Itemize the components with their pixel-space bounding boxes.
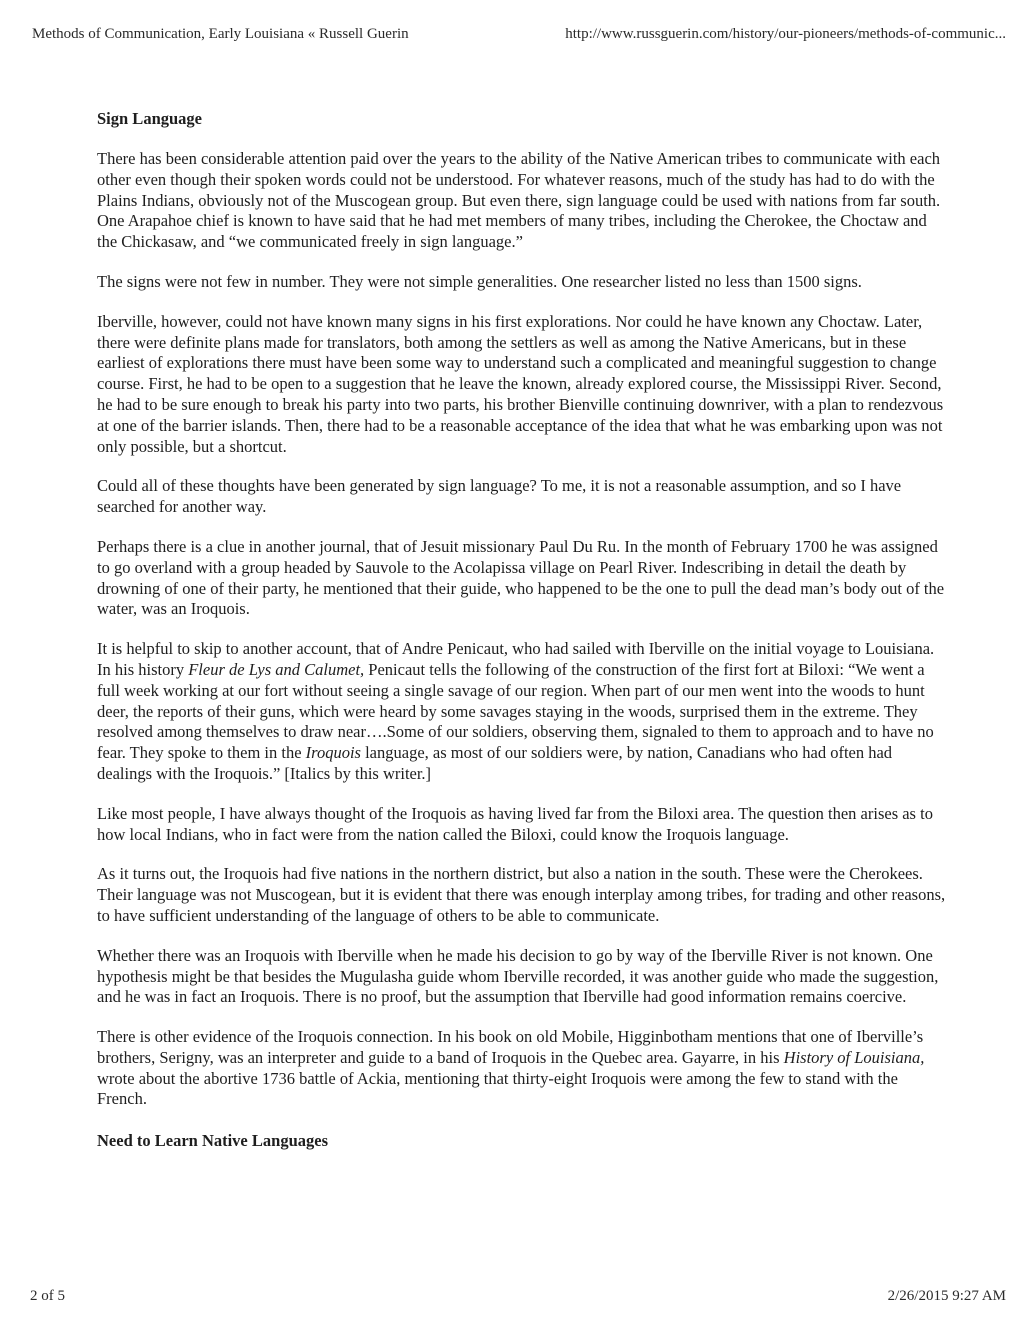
- page-header-title: Methods of Communication, Early Louisiana « Russell Guerin: [32, 26, 409, 42]
- paragraph: [97, 1027, 949, 1110]
- text-run: Penicaut tells the following of the construction of the first fort at Biloxi: “We went a full week working at our fort without seeing a single savage of our region. When part of our men went into the woods to hunt deer, the reports of their guns, which were heard by some savages staying in the woods, surprised them in the extreme. They resolved among themselves to draw near….Some of our soldiers, observing them, signaled to them to approach and to have no fear. They spoke to them in the: [97, 659, 934, 763]
- italic-title-fleur-de-lys: Fleur de Lys and Calumet,: [188, 659, 365, 679]
- section-heading-sign-language: Sign Language: [97, 109, 202, 128]
- paragraph: Iberville, however, could not have known many signs in his first explorations. Nor could he have known any Choctaw. Later, there were definite plans made for translators, both among the settlers as well as among the Native Americans, but in these earliest of explorations there must have been some way to understand such a complicated and meaningful suggestion to change course. First, he had to be open to a suggestion that he leave the known, already explored course, the Mississippi River. Second, he had to be sure enough to break his party into two parts, his brother Bienville continuing downriver, with a plan to rendezvous at one of the barrier islands. Then, there had to be a reasonable acceptance of the idea that what he was embarking upon was not only possible, but a shortcut.: [97, 311, 944, 456]
- page-number: 2 of 5: [30, 1288, 65, 1304]
- text-run: It is helpful to skip to another account, that of Andre Penicaut, who had sailed with Iberville on the initial voyage to Louisiana. In his history: [97, 639, 935, 679]
- paragraph: There has been considerable attention paid over the years to the ability of the Native American tribes to communicate with each other even though their spoken words could not be understood. For whatever reasons, much of the study has had to do with the Plains Indians, obviously not of the Muscogean group. But even there, sign language could be used with nations from far south. One Arapahoe chief is known to have said that he had met members of many tribes, including the Cherokee, the Choctaw and the Chickasaw, and “we communicated freely in sign language.”: [97, 149, 941, 252]
- article-body: [97, 108, 949, 1171]
- text-run: language, as most of our soldiers were, by nation, Canadians who had often had dealings with the Iroquois.” [Italics by this writer.]: [97, 743, 893, 783]
- paragraph: Like most people, I have always thought of the Iroquois as having lived far from the Biloxi area. The question then arises as to how local Indians, who in fact were from the nation called the Biloxi, could know the Iroquois language.: [97, 803, 933, 844]
- italic-title-history-of-louisiana: History of Louisiana,: [783, 1047, 925, 1067]
- section-heading-native-languages: Need to Learn Native Languages: [97, 1131, 328, 1151]
- text-run: There is other evidence of the Iroquois connection. In his book on old Mobile, Higginbotham mentions that one of Iberville’s brothers, Serigny, was an interpreter and guide to a band of Iroquois in the Quebec area. Gayarre, in his: [97, 1027, 924, 1067]
- print-timestamp: 2/26/2015 9:27 AM: [887, 1288, 1006, 1304]
- paragraph: As it turns out, the Iroquois had five nations in the northern district, but also a nation in the south. These were the Cherokees. Their language was not Muscogean, but it is evident that there was enough interplay among tribes, for trading and other reasons, to have sufficient understanding of the language of others to be able to communicate.: [97, 864, 946, 925]
- paragraph: The signs were not few in number. They were not simple generalities. One researcher listed no less than 1500 signs.: [97, 271, 862, 291]
- paragraph: Whether there was an Iroquois with Iberville when he made his decision to go by way of the Iberville River is not known. One hypothesis might be that besides the Mugulasha guide whom Iberville recorded, it was another guide who made the suggestion, and he was in fact an Iroquois. There is no proof, but the assumption that Iberville had good information remains coercive.: [97, 945, 939, 1007]
- italic-word-iroquois: Iroquois: [305, 743, 361, 763]
- page-header-url: http://www.russguerin.com/history/our-pioneers/methods-of-communic...: [565, 26, 1006, 42]
- paragraph: Perhaps there is a clue in another journal, that of Jesuit missionary Paul Du Ru. In the month of February 1700 he was assigned to go overland with a group headed by Sauvole to the Acolapissa village on Pearl River. Indescribing in detail the death by drowning of one of their party, he mentioned that their guide, who happened to be the one to pull the dead man’s body out of the water, was an Iroquois.: [97, 536, 945, 619]
- paragraph: [97, 639, 949, 785]
- text-run: wrote about the abortive 1736 battle of Ackia, mentioning that thirty-eight Iroquois were among the few to stand with the French.: [97, 1068, 898, 1109]
- paragraph: Could all of these thoughts have been generated by sign language? To me, it is not a reasonable assumption, and so I have searched for another way.: [97, 476, 902, 517]
